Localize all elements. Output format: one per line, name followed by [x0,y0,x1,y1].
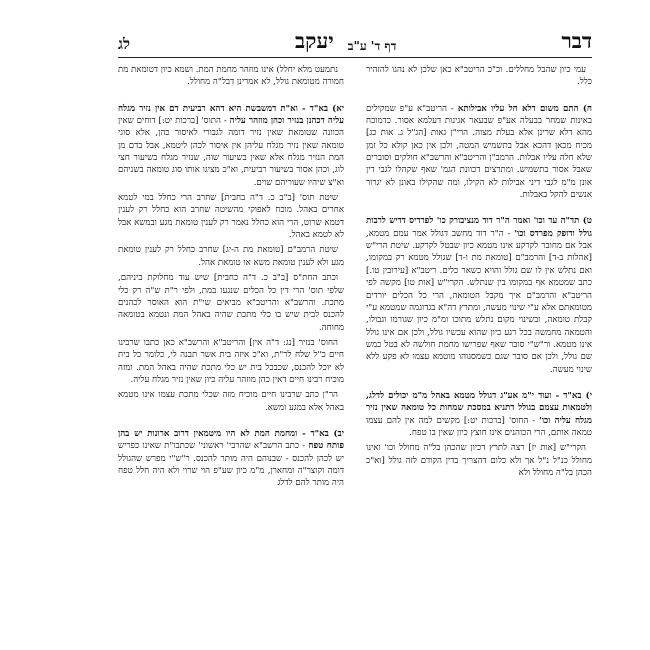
section-name: יעקב [295,28,334,53]
page-number: לג [118,35,130,53]
header-center [295,28,396,54]
section-paragraph [366,390,592,439]
paragraph-heading: יא) בא"ד - וא"ת דמשבשת היא דהא רביעית דם אין נזיר מגלח עליה דכהנן בנזיר וכהן מוזהר עליה [118,103,344,127]
page-header [118,28,592,58]
section-paragraph [366,215,592,375]
paragraph-text: הקרי"ש [אות יז] רצה לתרץ דכיון שהכהן בל"ה מחולל וכו' ואינו מחולל כנ"ל נ"ל אך ולא כלום דהצריך בדין הקודם לזה גולל [וא"כ הכהן בל"ה מחולל ולא [366,443,592,478]
section-paragraph [118,103,344,189]
paragraph-text: - התוס' [ברכות יט:] דוחים שאין הכוונה שטומאת שאין נזיר דומה לגבורי לאיסור כהן, אלא סוגי טומאה שאין נזיר מגלח עליהן אין איסור לכהן ליטמא, אבל בדם מן המת הנזיר מגלח אלא שאין בשיעור שוה, שנזיר מגלח בשיעור חצי לוג, וכהן אסור בשיעור רביעית, וא"כ מציגו אותו סוג טומאה בשניהם וא"צ שיהיו שעוריהם שוים. [118,116,344,188]
paragraph-heading: י) בא"ד - ועוד י"מ אע"ג דגולל מטמא באהל מ"מ יכולים לדלג, ולטמאות עצמם בגולל דתניא במסכת שמחות כל טומאה שאין נזיר מגלח עליה וכו' [366,390,592,426]
page-reference: דף ד' ע"ב [347,39,397,53]
text-paragraph [118,64,344,89]
paragraph-text: הר"ן כתב שרבינו חיים מוכיח מזה שכלי מתכת עצמו אינו מטמא באהל אלא במגע ומשא. [118,390,344,413]
paragraph-text: שיטת הרמב"ם [טומאת מת ה-יג] שחרב כחלל רק לענין טומאת מגע ולא לענין טומאת משא או טומאת אהל. [118,245,344,268]
paragraph-text: - החוס' [ברכות יט:] מקשים למה אין להם עצמו טמאה אותם, הרי הכוהנים אינו חוצץ כיון שאין בו טפח. [366,415,592,438]
paragraph-text: נתמעט מלא יחלל) אינו מוזהר מחמת המת. ושמא כיון דטומאת מת חמורה מטומאת גולל, לא אמרינן דבל"ה מחולל. [118,65,344,88]
text-paragraph [118,272,344,334]
text-paragraph [118,192,344,241]
paragraph-text: עמי כיון שהבל מחללים. וכ"כ הריטב"א כאן שלכן לא נהגו להזהיר כלל. [366,65,592,88]
paragraph-text: שיטת תוס' [ב"ב כ. ד"ה בחבית] שחרב הרי כחלל במי לטמא אחרים באהל. מוכח לאפוקי מהשיטה שחרב הוא כחלל רק לענין דטמא שרוט, הרי הוא כחלל נאמר רק לענין טומאת מגע ובמשא אבל לא לטמא באהל. [118,193,344,241]
left-column [118,64,344,630]
text-paragraph [118,389,344,414]
paragraph-text: - הריטב"א ע"פ שמקילים באינות שמחר בבעלה אע"פ שבעאר אגינות דעלמא אסור. כדמוכח מהא דלא שרינן אלא בעלת מצוה. הרי"ן גאות [הג"ל ג. אות כג] מכיח מכאן דהכא אבל בתשמיש המטה, ולכן אין כאן קולא כל זמן שלא חלה עליו אבלות. הרמב"ן והריטב"א והרשב"א חולקים וסוברים שאבל אסור בתשמיש. ומתרצים דכוונת הגמ' שאף שקהלו לגבי דין אונן מ"מ לגבי דיני אבילות לא הקילו, ומה שהקילו באונן לא יגרור אנשים להקל באבלות. [366,103,592,201]
text-paragraph [118,337,344,386]
paragraph-heading: ח) התם משום דלא חל עליו אבילותא [457,103,592,114]
text-paragraph [118,244,344,269]
text-columns [118,64,592,630]
paragraph-text: - ה"ר דוד מחשב דגולל אמר עמם מטמא, אבל אם מחובר לקרקע אינו מטמא כיון שבטל לקרקע. שיטת הרי"ש [אהלות ב-ד] והרמב"ם [טומאת מת ו-ד] שגולל מטמא רק במקומו, ואם נתלש אין לו שם גולל והויא כשאר כלים. ריטב"א [עירובין טו.] כתב שמטמא אף במקומו בין שנתלש. הקרי"ש [אות טו] מקשה לפי הריטב"א והרמב"ם איך מקבל הטומאה, הרי כל הכלים יורדים מטומאתם אלא ע"י שינוי מעשה, ומתרץ דה"א בגדוגמה שמטמא ע"י קבלת טומאה, ובשינוי מקום נתלש מתוכו ומ"מ כיון שגורמו וגבולו, והטמאה מחמשה בכל רגע כיון שהוא עכשיו גולל, ולכן אם אינו גולל אינו מטמא. ור"ש"י סובר שאף שפרישו מחמת חולשה לא בטל כמש שם גולל, ולכן אם סובר שגם כשמסגוהו מוטמא עצמו לא פקע ללא שינוי מעשה. [366,228,592,375]
paragraph-text: - כתב הרשב"א שהרבי' ראשוני' שכתבו"ת שאינו כפריש יש לכהן להכנס - שבנוהם היה מותר להכנס. ר"ש"י מפרש שהגולל דומה וקוצר"ה ומחארן, מ"מ כיון שע"פ הוי שרוי ולא היה חלל טפח היה מותר להם לדלג [118,441,344,489]
paragraph-text: החוס' בנזיר [נג: ד"ה אין] והריטב"א והרשב"א כאן כתבו שרבינו חיים כ"ל שלח לר"ת, וא"כ איזה בית אשר תבנה לי, כלומר כל בית לא יוכל להכנס, שכבכל בית יש כלי מתכת שהיה באהל המת. ומזה מוכיח רבינו חיים דאין כהן מוזהר עליה כיון שאין נזיר מגלח עליה. [118,337,344,385]
section-paragraph [366,103,592,202]
section-paragraph [118,428,344,490]
running-title: דבר [561,28,592,53]
paragraph-text: וכתב החת"ס [ב"ב כ. ד"ה כחבית] שיש עוד מחלוקת ביניהם, שלפי תוס' הרי דין כל הכלים שנגעו במת, ולפי ר"ת ש"ה רק כלי מתכת. והרשב"א והריטב"א מביאים שי"ת הוא האוסר לכהנים להכנס לבית שיש בו כלי מתכת שהיה באהל המת ונטמא בטומאה מחוחה. [118,273,344,333]
paragraph-heading: ט) תד"ה עד וכו' ואמר ה"ר דוד מנציבורק כו' לפרדיס דדיש לרבות גולל ודופק מפרדס וכו' [366,216,592,239]
text-paragraph [366,442,592,479]
paragraph-heading: יב) בא"ד - ומחמת המת לא היו מיטמאין דרוב ארונות יש בהן פותח טפח [118,428,344,452]
right-column [366,64,592,630]
text-paragraph [366,64,592,89]
